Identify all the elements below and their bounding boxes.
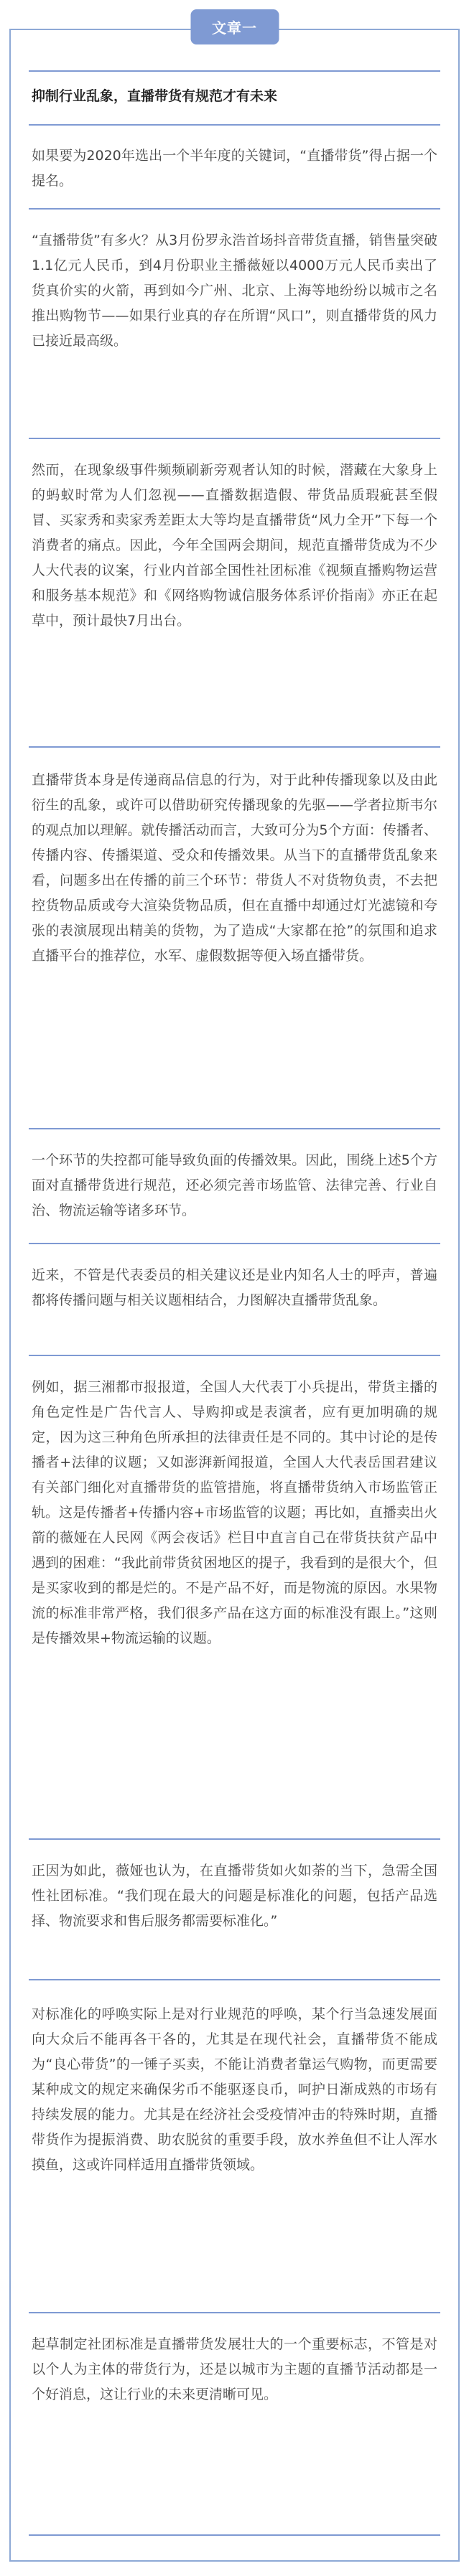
divider [29,438,440,439]
divider [29,208,440,210]
paragraph: 起草制定社团标准是直播带货发展壮大的一个重要标志，不管是对以个人为主体的带货行为，还是以城市为主题的直播节活动都是一个好消息，这让行业的未来更清晰可见。 [32,2336,437,2402]
divider [29,124,440,126]
paragraph: 正因为如此，薇娅也认为，在直播带货如火如荼的当下，急需全国性社团标准。“我们现在最大的问题是标准化的问题，包括产品选择、物流要求和售后服务都需要标准化。” [32,1863,437,1929]
article-badge: 文章一 [190,9,279,44]
divider [29,2534,440,2536]
paragraph: 如果要为2020年选出一个半年度的关键词，“直播带货”得占据一个提名。 [32,148,437,189]
divider [29,1355,440,1356]
divider [29,1128,440,1129]
paragraph: 对标准化的呼唤实际上是对行业规范的呼唤，某个行当急速发展面向大众后不能再各干各的，尤其是在现代社会，直播带货不能成为“良心带货”的一锤子买卖，不能让消费者靠运气购物，而更需要某种成文的规定来确保劣币不能驱逐良币，呵护日渐成熟的市场有持续发展的能力。尤其是在经济社会受疫情冲击的特殊时期，直播带货作为提振消费、助农脱贫的重要手段，放水养鱼但不让人浑水摸鱼，这或许同样适用直播带货领域。 [32,2006,437,2173]
divider [29,1243,440,1244]
article-headline: 抑制行业乱象，直播带货有规范才有未来 [32,88,278,104]
paragraph: 然而，在现象级事件频频刷新旁观者认知的时候，潜藏在大象身上的蚂蚁时常为人们忽视——直播数据造假、带货品质瑕疵甚至假冒、买家秀和卖家秀差距太大等均是直播带货“风力全开”下每一个消费者的痛点。因此，今年全国两会期间，规范直播带货成为不少人大代表的议案，行业内首部全国性社团标准《视频直播购物运营和服务基本规范》和《网络购物诚信服务体系评价指南》亦正在起草中，预计最快7月出台。 [32,462,437,629]
paragraph: 一个环节的失控都可能导致负面的传播效果。因此，围绕上述5个方面对直播带货进行规范，还必须完善市场监管、法律完善、行业自治、物流运输等诸多环节。 [32,1152,437,1218]
divider [29,746,440,748]
frame-left-border [9,29,11,2562]
paragraph: 例如，据三湘都市报报道，全国人大代表丁小兵提出，带货主播的角色定性是广告代言人、导购抑或是表演者，应有更加明确的规定，因为这三种角色所承担的法律责任是不同的。其中讨论的是传播者+法律的议题；又如澎湃新闻报道，全国人大代表岳国君建议有关部门细化对直播带货的监管措施，将直播带货纳入市场监管正轨。这是传播者+传播内容+市场监管的议题；再比如，直播卖出火箭的薇娅在人民网《两会夜话》栏目中直言自己在带货扶贫产品中遇到的困难：“我此前带货贫困地区的提子，我看到的是很大个，但是买家收到的都是烂的。不是产品不好，而是物流的原因。水果物流的标准非常严格，我们很多产品在这方面的标准没有跟上。”这则是传播效果+物流运输的议题。 [32,1379,437,1646]
frame-bottom-border [9,2560,460,2562]
paragraph: “直播带货”有多火？从3月份罗永浩首场抖音带货直播，销售量突破1.1亿元人民币，到4月份职业主播薇娅以4000万元人民币卖出了货真价实的火箭，再到如今广州、北京、上海等地纷纷以城市之名推出购物节——如果行业真的存在所谓“风口”，则直播带货的风力已接近最高级。 [32,232,437,349]
frame-right-border [458,29,460,2562]
divider [29,2312,440,2313]
paragraph: 近来，不管是代表委员的相关建议还是业内知名人士的呼声，普遍都将传播问题与相关议题相结合，力图解决直播带货乱象。 [32,1267,437,1308]
divider [29,1979,440,1980]
divider [29,1838,440,1840]
paragraph: 直播带货本身是传递商品信息的行为，对于此种传播现象以及由此衍生的乱象，或许可以借助研究传播现象的先驱——学者拉斯韦尔的观点加以理解。就传播活动而言，大致可分为5个方面：传播者、传播内容、传播渠道、受众和传播效果。从当下的直播带货乱象来看，问题多出在传播的前三个环节：带货人不对货物负责，不去把控货物品质或夸大渲染货物品质，但在直播中却通过灯光滤镜和夸张的表演展现出精美的货物，为了造成“大家都在抢”的氛围和追求直播平台的推荐位，水军、虚假数据等便入场直播带货。 [32,772,437,964]
divider [29,70,440,72]
